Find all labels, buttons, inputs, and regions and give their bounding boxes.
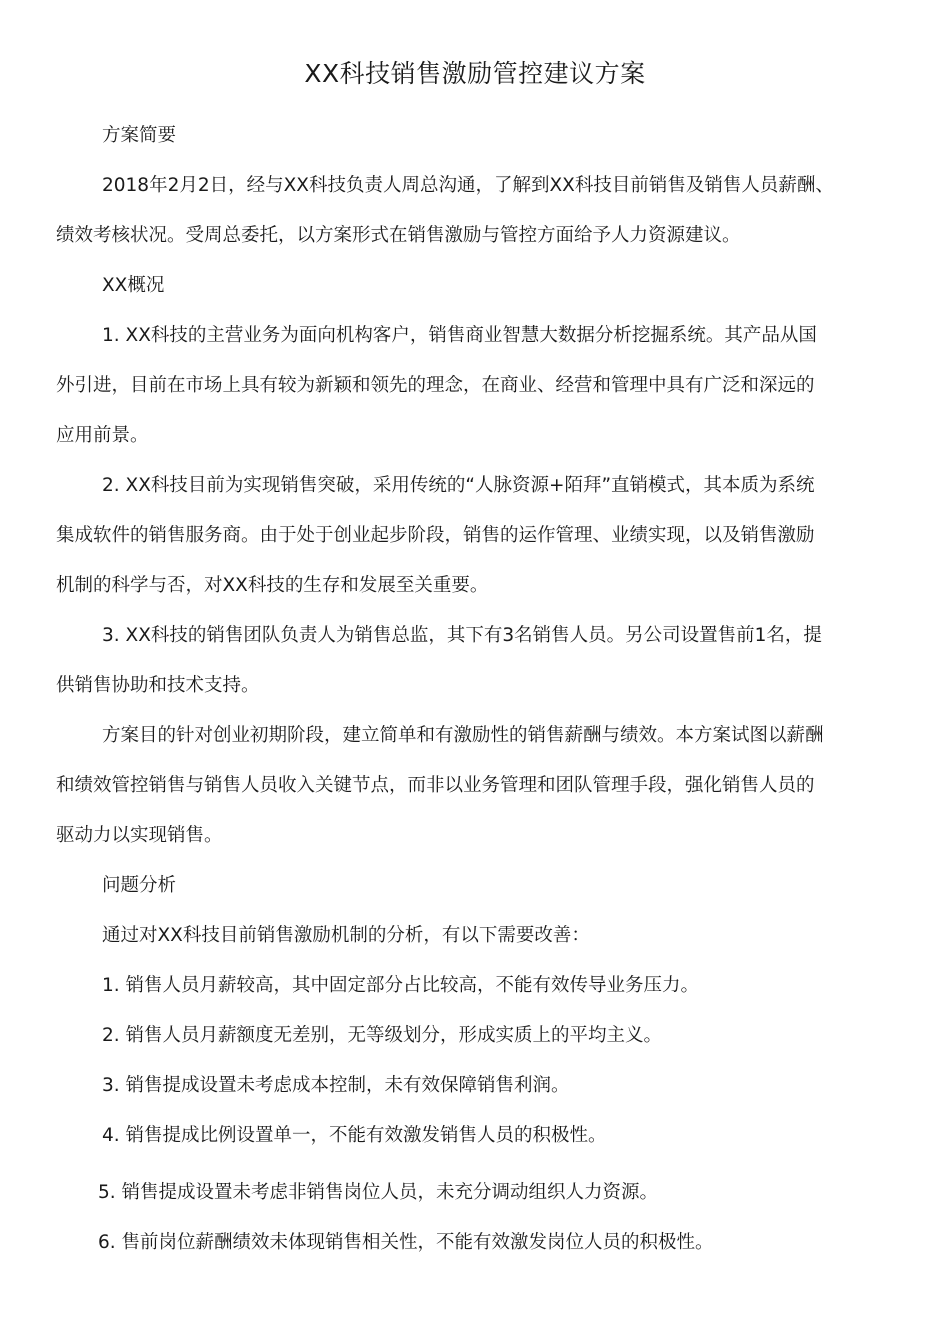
paragraph-line: 2018年2月2日，经与XX科技负责人周总沟通，了解到XX科技目前销售及销售人员薪酬、 — [102, 175, 834, 196]
paragraph-line: 驱动力以实现销售。 — [56, 825, 223, 846]
document-title: XX科技销售激励管控建议方案 — [304, 59, 646, 88]
list-item: 5. 销售提成设置未考虑非销售岗位人员，未充分调动组织人力资源。 — [98, 1182, 659, 1203]
paragraph-line: 应用前景。 — [56, 425, 149, 446]
list-item: 4. 销售提成比例设置单一，不能有效激发销售人员的积极性。 — [102, 1125, 607, 1146]
paragraph-line: 供销售协助和技术支持。 — [56, 675, 260, 696]
paragraph-line: 2. XX科技目前为实现销售突破，采用传统的“人脉资源+陌拜”直销模式，其本质为系统 — [102, 475, 815, 496]
paragraph-line: 机制的科学与否，对XX科技的生存和发展至关重要。 — [56, 575, 489, 596]
section-heading-problems: 问题分析 — [102, 875, 177, 896]
paragraph-line: 方案目的针对创业初期阶段，建立简单和有激励性的销售薪酬与绩效。本方案试图以薪酬 — [102, 725, 824, 746]
paragraph-line: 集成软件的销售服务商。由于处于创业起步阶段，销售的运作管理、业绩实现，以及销售激励 — [56, 525, 815, 546]
paragraph-line: 3. XX科技的销售团队负责人为销售总监，其下有3名销售人员。另公司设置售前1名，提 — [102, 625, 822, 646]
list-item: 1. 销售人员月薪较高，其中固定部分占比较高，不能有效传导业务压力。 — [102, 975, 700, 996]
section-heading-summary: 方案简要 — [102, 125, 177, 146]
paragraph-line: 外引进，目前在市场上具有较为新颖和领先的理念，在商业、经营和管理中具有广泛和深远的 — [56, 375, 815, 396]
section-heading-overview: XX概况 — [102, 275, 165, 296]
paragraph-line: 通过对XX科技目前销售激励机制的分析，有以下需要改善： — [102, 925, 590, 946]
list-item: 3. 销售提成设置未考虑成本控制，未有效保障销售利润。 — [102, 1075, 570, 1096]
paragraph-line: 绩效考核状况。受周总委托，以方案形式在销售激励与管控方面给予人力资源建议。 — [56, 225, 741, 246]
paragraph-line: 和绩效管控销售与销售人员收入关键节点，而非以业务管理和团队管理手段，强化销售人员的 — [56, 775, 815, 796]
list-item: 6. 售前岗位薪酬绩效未体现销售相关性，不能有效激发岗位人员的积极性。 — [98, 1232, 714, 1253]
paragraph-line: 1. XX科技的主营业务为面向机构客户，销售商业智慧大数据分析挖掘系统。其产品从国 — [102, 325, 817, 346]
list-item: 2. 销售人员月薪额度无差别，无等级划分，形成实质上的平均主义。 — [102, 1025, 663, 1046]
